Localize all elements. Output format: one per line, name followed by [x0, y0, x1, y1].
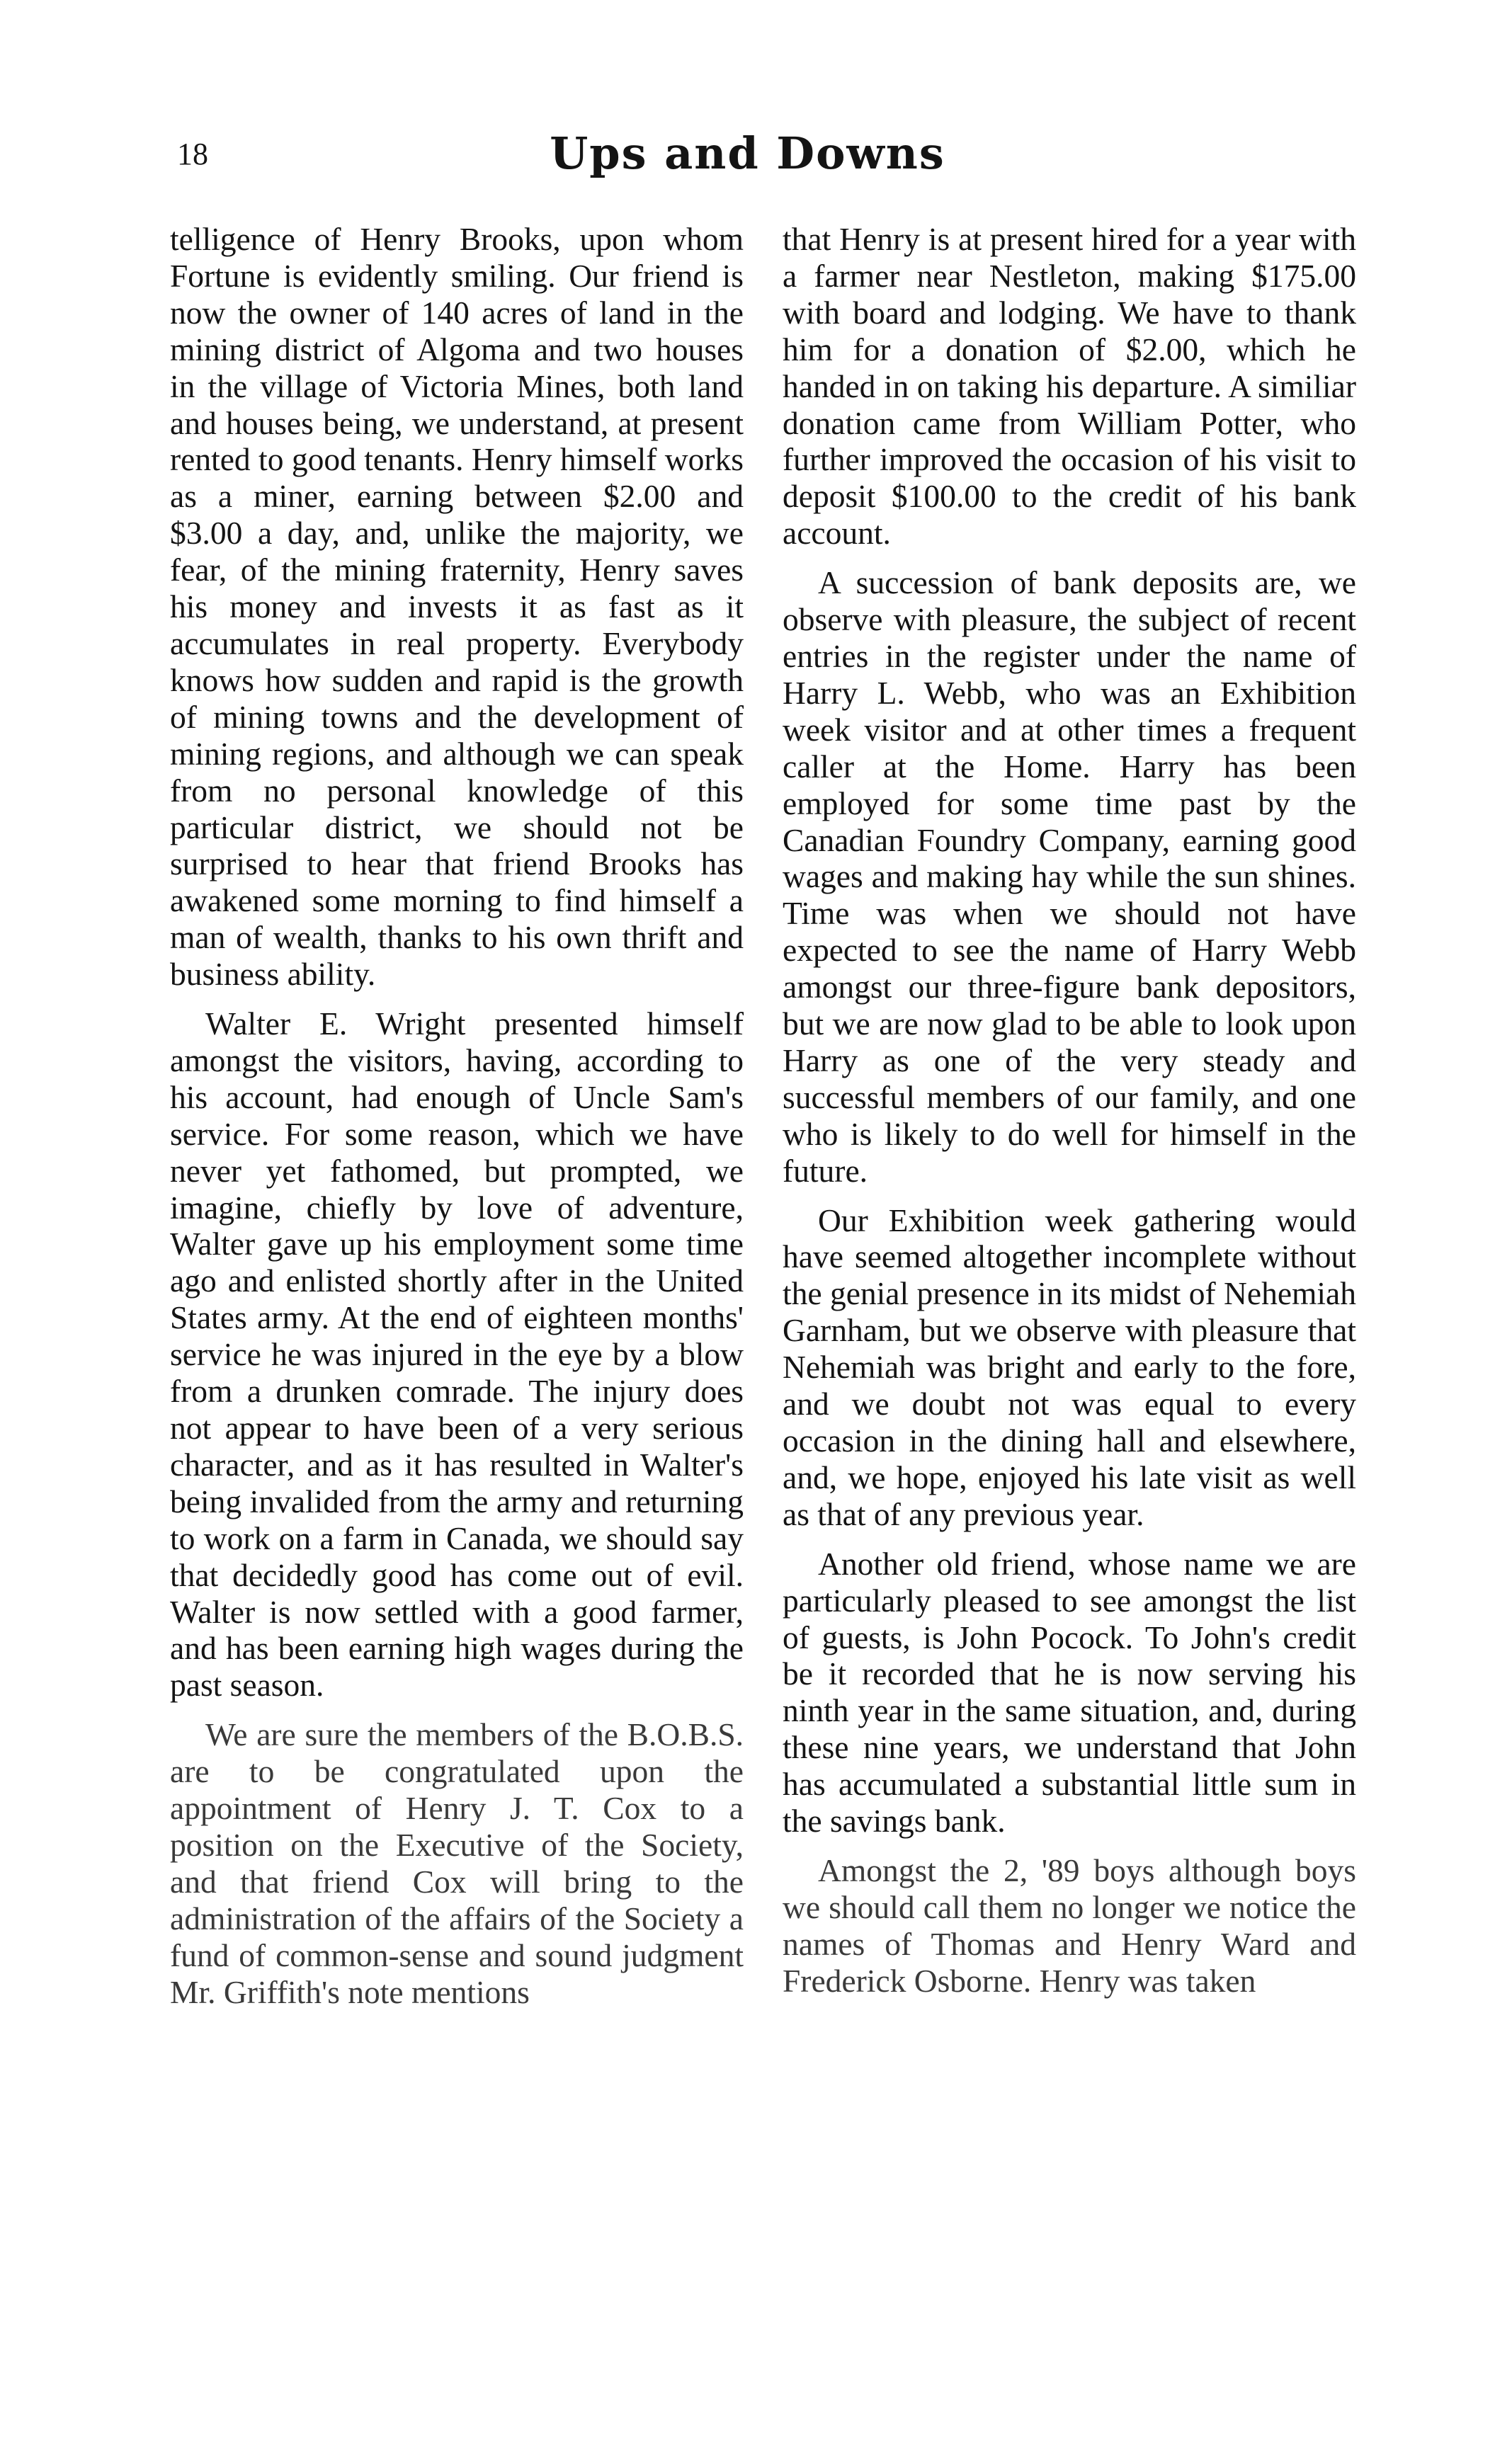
- paragraph-nestleton: that Henry is at present hired for a year with a farmer near Nestleton, making $175.00 with board and lodging. We have to thank him for a donation of $2.00, which he handed in on taking his departure. A similiar donation came from William Potter, who further improved the occasion of his visit to deposit $100.00 to the credit of his bank account.: [783, 221, 1356, 552]
- paragraph-john-pocock: Another old friend, whose name we are particularly pleased to see amongst the list of guests, is John Pocock. To John's credit be it recorded that he is now serving his ninth year in the same situation, and, during these nine years, we understand that John has accumulated a substantial little sum in the savings bank.: [783, 1545, 1356, 1840]
- left-column: [170, 221, 744, 2024]
- paragraph-nehemiah-garnham: Our Exhibition week gathering would have seemed altogether incomplete without the genial presence in its midst of Nehemiah Garnham, but we observe with pleasure that Nehemiah was bright and early to the fore, and we doubt not was equal to every occasion in the dining hall and elsewhere, and, we hope, enjoyed his late visit as well as that of any previous year.: [783, 1202, 1356, 1532]
- running-title: Ups and Downs: [550, 127, 945, 179]
- paragraph-walter-wright: Walter E. Wright presented himself amongst the visitors, having, according to his account, had enough of Uncle Sam's service. For some reason, which we have never yet fathomed, but prompted, we imagine, chiefly by love of adventure, Walter gave up his employment some time ago and enlisted shortly after in the United States army. At the end of eighteen months' service he was injured in the eye by a blow from a drunken comrade. The injury does not appear to have been of a very serious character, and as it has resulted in Walter's being invalided from the army and returning to work on a farm in Canada, we should say that decidedly good has come out of evil. Walter is now settled with a good farmer, and has been earning high wages during the past season.: [170, 1005, 744, 1704]
- paragraph-harry-webb: A succession of bank deposits are, we observe with pleasure, the subject of recent entries in the register under the name of Harry L. Webb, who was an Exhibition week visitor and at other times a frequent caller at the Home. Harry has been employed for some time past by the Canadian Foundry Company, earning good wages and making hay while the sun shines. Time was when we should not have expected to see the name of Harry Webb amongst our three-figure bank depositors, but we are now glad to be able to look upon Harry as one of the very steady and successful members of our family, and one who is likely to do well for himself in the future.: [783, 564, 1356, 1189]
- paragraph-bobs-cox: We are sure the members of the B.O.B.S. are to be congratulated upon the appointment of Henry J. T. Cox to a position on the Executive of the Society, and that friend Cox will bring to the administration of the affairs of the Society a fund of common-sense and sound judgment Mr. Griffith's note mentions: [170, 1716, 744, 2010]
- right-column: [783, 221, 1356, 2012]
- paragraph-henry-brooks: telligence of Henry Brooks, upon whom Fortune is evidently smiling. Our friend is now the owner of 140 acres of land in the mining district of Algoma and two houses in the village of Victoria Mines, both land and houses being, we understand, at present rented to good tenants. Henry himself works as a miner, earning between $2.00 and $3.00 a day, and, unlike the majority, we fear, of the mining fraternity, Henry saves his money and invests it as fast as it accumulates in real property. Everybody knows how sudden and rapid is the growth of mining towns and the development of mining regions, and although we can speak from no personal knowledge of this particular district, we should not be surprised to hear that friend Brooks has awakened some morning to find himself a man of wealth, thanks to his own thrift and business ability.: [170, 221, 744, 993]
- page-number: 18: [177, 137, 208, 171]
- paragraph-ward-osborne: Amongst the 2, '89 boys although boys we should call them no longer we notice the names of Thomas and Henry Ward and Frederick Osborne. Henry was taken: [783, 1852, 1356, 1999]
